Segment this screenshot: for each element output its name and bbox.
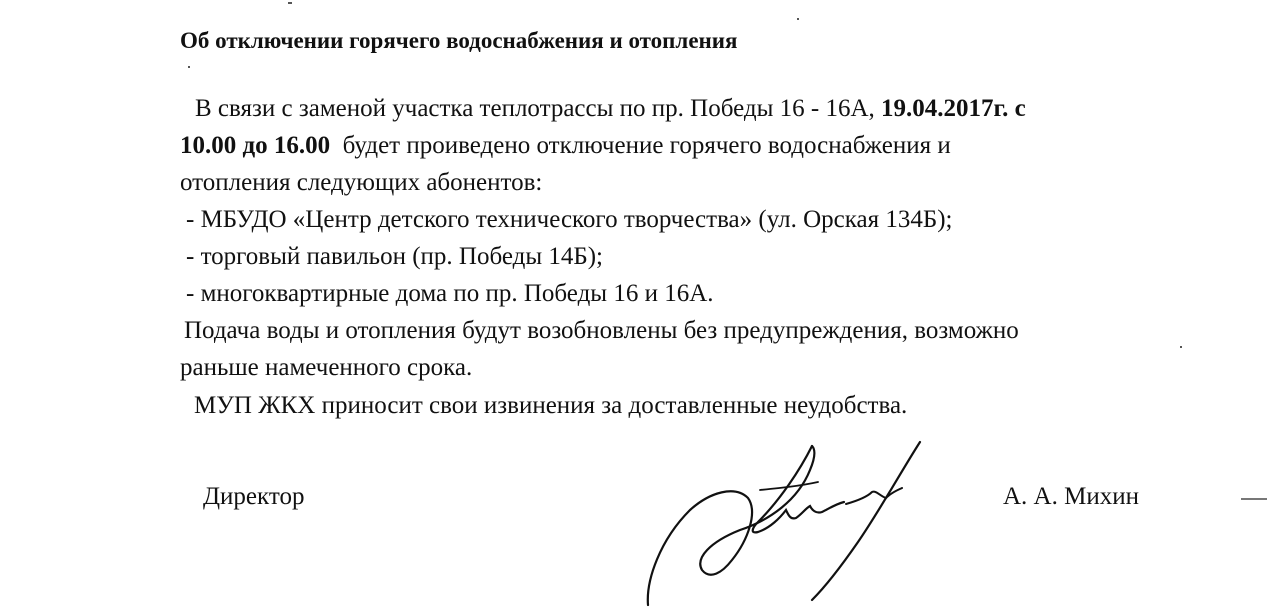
- scan-speck: [188, 66, 190, 68]
- notice-body: [180, 90, 1190, 386]
- body-line-1-text: В связи с заменой участка теплотрассы по пр. Победы 16 - 16А,: [195, 95, 882, 122]
- scan-speck: [797, 18, 799, 20]
- list-item-apartments: - многоквартирные дома по пр. Победы 16 и 16А.: [186, 280, 714, 307]
- body-line-2-bold: 10.00 до 16.00: [180, 132, 331, 159]
- body-line-2-text: будет проиведено отключение горячего водоснабжения и: [330, 132, 951, 159]
- body-line-deadline: раньше намеченного срока.: [180, 354, 473, 381]
- scan-speck: [1180, 346, 1182, 348]
- notice-title: Об отключении горячего водоснабжения и отопления: [180, 28, 738, 53]
- scan-speck: [1241, 498, 1267, 500]
- body-line-3: отопления следующих абонентов:: [180, 169, 543, 196]
- list-item-mbudo: - МБУДО «Центр детского технического творчества» (ул. Орская 134Б);: [186, 206, 953, 233]
- scan-speck: [288, 2, 292, 4]
- list-item-pavilion: - торговый павильон (пр. Победы 14Б);: [186, 243, 604, 270]
- body-line-1: [180, 90, 1190, 127]
- signer-position: Директор: [203, 483, 305, 510]
- signer-name: А. А. Михин: [1003, 483, 1139, 510]
- apology-text: МУП ЖКХ приносит свои извинения за доставленные неудобства.: [194, 392, 908, 419]
- handwritten-signature: [640, 430, 940, 610]
- body-line-resume: Подача воды и отопления будут возобновлены без предупреждения, возможно: [184, 317, 1019, 344]
- body-line-1-bold: 19.04.2017г. с: [881, 95, 1026, 122]
- body-line-2: [180, 127, 1190, 164]
